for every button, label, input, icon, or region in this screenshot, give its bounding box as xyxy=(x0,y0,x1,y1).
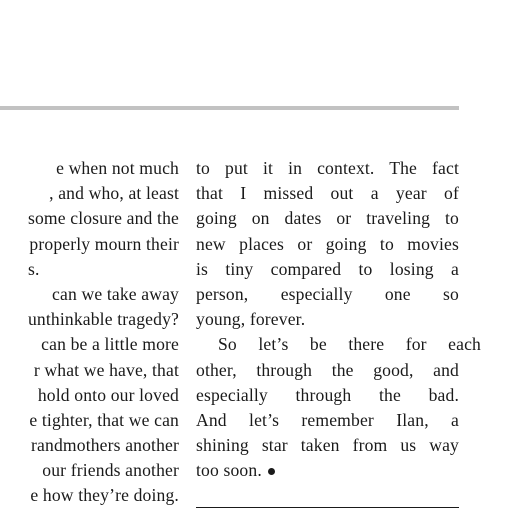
text-line: r what we have, that xyxy=(33,359,179,380)
header-divider xyxy=(0,106,459,110)
text-line: e tighter, that we can xyxy=(29,409,179,430)
text-line: some closure and the xyxy=(27,208,179,229)
text-line: that I missed out a year of xyxy=(196,183,459,204)
article-column-right xyxy=(196,156,481,483)
text-line: , and who, at least xyxy=(49,183,179,204)
text-line: hold onto our loved xyxy=(37,384,179,405)
text-line: to put it in context. The fact xyxy=(196,158,459,178)
text-line: is tiny compared to losing a xyxy=(196,258,459,279)
text-line: especially through the bad. xyxy=(196,384,459,405)
text-line: e when not much xyxy=(56,158,179,178)
text-line: shining star taken from us way xyxy=(196,435,459,456)
article-column-left xyxy=(28,156,179,509)
text-line: other, through the good, and xyxy=(196,359,459,380)
text-line: properly mourn their xyxy=(29,233,179,254)
text-line: s. xyxy=(27,258,40,279)
text-line-final: too soon. xyxy=(196,460,262,481)
paragraph-start-line: So let’s be there for each xyxy=(218,334,481,355)
final-line xyxy=(196,458,459,483)
text-line: going on dates or traveling to xyxy=(196,208,459,229)
text-line: young, forever. xyxy=(196,309,306,330)
end-of-article-bullet-icon xyxy=(268,468,275,475)
text-line: person, especially one so xyxy=(196,283,459,304)
text-line: can be a little more xyxy=(41,334,179,355)
text-line: our friends another xyxy=(42,460,179,481)
text-line: e how they’re doing. xyxy=(30,485,179,506)
text-line: randmothers another xyxy=(31,435,179,456)
text-line: can we take away xyxy=(52,283,179,304)
text-line: And let’s remember Ilan, a xyxy=(196,409,459,430)
text-line: unthinkable tragedy? xyxy=(27,309,179,330)
text-line: new places or going to movies xyxy=(196,233,459,254)
footer-divider xyxy=(196,507,459,508)
